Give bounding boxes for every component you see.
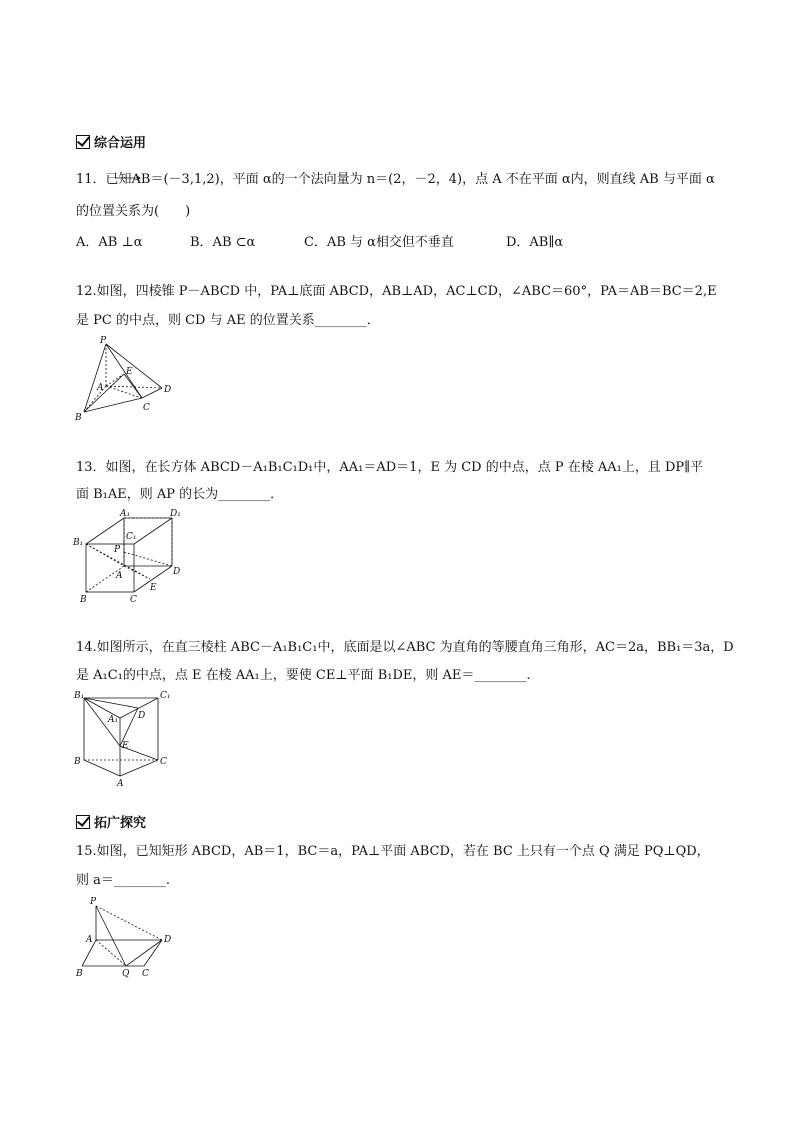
q14-text-line2: 是 A₁C₁的中点，点 E 在棱 AA₁上，要使 CE⊥平面 B₁DE，则 AE＝________. bbox=[76, 668, 531, 683]
label-b: B bbox=[76, 969, 83, 979]
label-b: B bbox=[74, 757, 81, 767]
q11-text-line1: 11．已知AB＝(－3,1,2)，平面 α的一个法向量为 n＝(2，－2，4)，点 A 不在平面 α内，则直线 AB 与平面 α bbox=[76, 172, 715, 187]
label-d: D bbox=[173, 567, 181, 577]
label-a: A bbox=[116, 571, 123, 581]
label-e: E bbox=[150, 583, 157, 593]
q12-pyramid-figure bbox=[72, 334, 182, 430]
label-a1: A₁ bbox=[120, 509, 131, 519]
section-title: 拓广探究 bbox=[94, 816, 147, 831]
q13-text-line2: 面 B₁AE，则 AP 的长为________． bbox=[76, 487, 284, 502]
label-p: P bbox=[90, 897, 97, 907]
label-d1: D₁ bbox=[170, 509, 181, 519]
q15-text-line2: 则 a＝________. bbox=[76, 873, 171, 888]
label-d: D bbox=[164, 385, 172, 395]
section-header-comprehensive bbox=[76, 132, 146, 151]
label-b: B bbox=[75, 413, 82, 423]
q11-text-line2: 的位置关系为( ) bbox=[76, 204, 191, 219]
q14-prism-figure bbox=[72, 688, 182, 792]
label-a: A bbox=[97, 383, 104, 393]
q13-text-line1: 13．如图，在长方体 ABCD－A₁B₁C₁D₁中，AA₁＝AD＝1，E 为 CD 的中点，点 P 在棱 AA₁上，且 DP∥平 bbox=[76, 460, 704, 475]
label-a1: A₁ bbox=[108, 715, 119, 725]
label-q: Q bbox=[122, 969, 130, 979]
q12-text-line1: 12.如图，四棱锥 P－ABCD 中，PA⊥底面 ABCD，AB⊥AD，AC⊥CD，∠ABC＝60°，PA＝AB＝BC＝2,E bbox=[76, 284, 717, 299]
label-d: D bbox=[164, 935, 172, 945]
label-p: P bbox=[114, 545, 121, 555]
label-b1: B₁ bbox=[74, 691, 85, 701]
label-c1: C₁ bbox=[160, 691, 171, 701]
section-header-extension bbox=[76, 812, 146, 831]
label-c: C bbox=[160, 757, 167, 767]
q11-choice-d: D．AB∥α bbox=[506, 235, 564, 250]
label-p: P bbox=[100, 336, 107, 346]
label-c1: C₁ bbox=[126, 532, 137, 542]
label-a: A bbox=[86, 935, 93, 945]
q12-text-line2: 是 PC 的中点，则 CD 与 AE 的位置关系________． bbox=[76, 313, 380, 328]
label-d: D bbox=[138, 711, 146, 721]
checkbox-icon bbox=[76, 135, 90, 149]
q15-text-line1: 15.如图，已知矩形 ABCD，AB＝1，BC＝a，PA⊥平面 ABCD，若在 BC 上只有一个点 Q 满足 PQ⊥QD， bbox=[76, 844, 710, 859]
label-c: C bbox=[142, 969, 149, 979]
q15-rectangle-figure bbox=[72, 894, 182, 988]
q14-text-line1: 14.如图所示，在直三棱柱 ABC－A₁B₁C₁中，底面是以∠ABC 为直角的等腰直角三角形，AC＝2a，BB₁＝3a，D bbox=[76, 640, 734, 655]
q11-choice-b: B．AB ⊂α bbox=[190, 235, 256, 250]
section-title: 综合运用 bbox=[94, 136, 147, 151]
q13-cuboid-figure bbox=[72, 508, 187, 612]
label-a: A bbox=[117, 779, 124, 788]
label-b1: B₁ bbox=[73, 538, 84, 548]
label-c: C bbox=[143, 403, 150, 413]
checkbox-icon bbox=[76, 815, 90, 829]
q11-choices bbox=[76, 231, 563, 250]
q11-choice-a: A．AB ⊥α bbox=[76, 235, 143, 250]
label-e: E bbox=[126, 367, 133, 377]
label-e: E bbox=[122, 741, 129, 751]
label-b: B bbox=[80, 595, 87, 605]
label-c: C bbox=[130, 595, 137, 605]
q11-choice-c: C．AB 与 α相交但不垂直 bbox=[304, 235, 454, 250]
